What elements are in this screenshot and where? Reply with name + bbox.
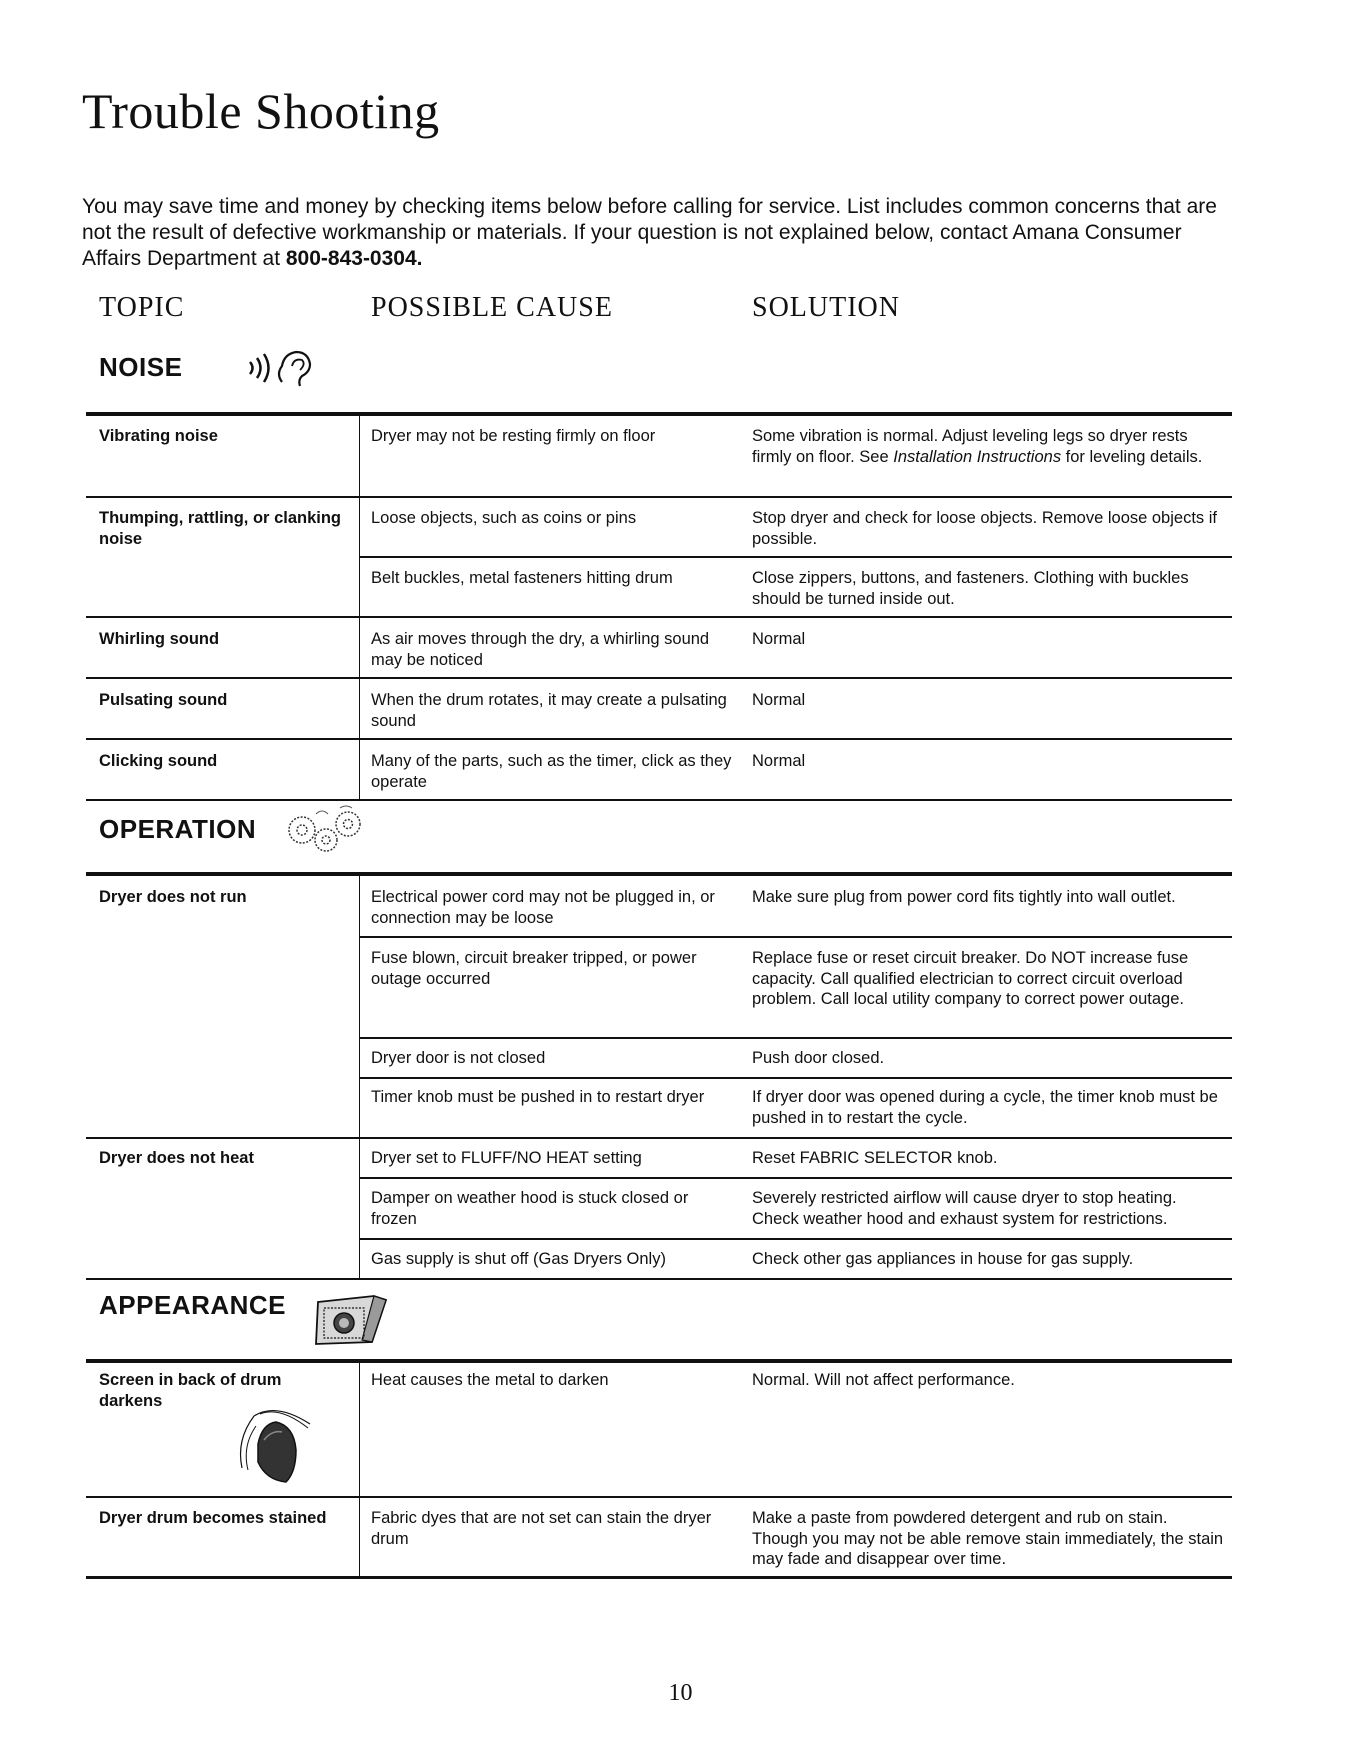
cause-whirling-sound: As air moves through the dry, a whirling sound may be noticed [371, 630, 710, 669]
topic-screen-darkens: Screen in back of drum darkens [99, 1371, 282, 1410]
solution-gas-supply: Check other gas appliances in house for gas supply. [752, 1250, 1134, 1268]
cause-vibrating-noise: Dryer may not be resting firmly on floor [371, 427, 656, 445]
section-heading-noise: NOISE [99, 352, 183, 382]
cause-loose-objects: Loose objects, such as coins or pins [371, 509, 637, 527]
solution-loose-objects: Stop dryer and check for loose objects. Remove loose objects if possible. [752, 509, 1217, 548]
solution-whirling-sound: Normal [752, 630, 806, 648]
topic-vibrating-noise: Vibrating noise [99, 427, 218, 445]
intro-text: You may save time and money by checking items below before calling for service. List includes common concerns that are not the result of defective workmanship or materials. If your question is not explained below, contact Amana Consumer Affairs Department at [82, 195, 1217, 270]
topic-clicking-sound: Clicking sound [99, 752, 218, 770]
section-heading-appearance: APPEARANCE [99, 1290, 287, 1320]
solution-text: for leveling details. [1061, 447, 1203, 466]
solution-heat-darkens: Normal. Will not affect performance. [752, 1371, 1015, 1389]
cause-fluff-setting: Dryer set to FLUFF/NO HEAT setting [371, 1149, 642, 1167]
cause-power-cord: Electrical power cord may not be plugged in, or connection may be loose [371, 888, 715, 927]
cause-belt-buckles: Belt buckles, metal fasteners hitting drum [371, 569, 673, 587]
solution-pulsating-sound: Normal [752, 691, 806, 709]
topic-dryer-does-not-run: Dryer does not run [99, 888, 247, 906]
cause-timer-knob: Timer knob must be pushed in to restart dryer [371, 1088, 705, 1106]
cause-damper-stuck: Damper on weather hood is stuck closed or frozen [371, 1189, 689, 1228]
topic-drum-stained: Dryer drum becomes stained [99, 1509, 327, 1527]
gears-icon [282, 804, 368, 856]
solution-clicking-sound: Normal [752, 752, 806, 770]
solution-fluff-setting: Reset FABRIC SELECTOR knob. [752, 1149, 998, 1167]
page-number: 10 [668, 1680, 693, 1706]
page-title: Trouble Shooting [82, 83, 440, 139]
solution-power-cord: Make sure plug from power cord fits tightly into wall outlet. [752, 888, 1176, 906]
cause-pulsating-sound: When the drum rotates, it may create a pulsating sound [371, 691, 727, 730]
solution-vibrating-noise [752, 426, 1227, 467]
topic-pulsating-sound: Pulsating sound [99, 691, 228, 709]
cause-fabric-dyes: Fabric dyes that are not set can stain the dryer drum [371, 1509, 712, 1548]
cause-gas-supply: Gas supply is shut off (Gas Dryers Only) [371, 1250, 666, 1268]
solution-timer-knob: If dryer door was opened during a cycle, the timer knob must be pushed in to restart the cycle. [752, 1088, 1218, 1127]
solution-damper-stuck: Severely restricted airflow will cause dryer to stop heating. Check weather hood and exhaust system for restrictions. [752, 1189, 1177, 1228]
phone-number: 800-843-0304. [285, 247, 423, 270]
column-header-cause: POSSIBLE CAUSE [371, 292, 613, 323]
intro-paragraph [82, 194, 1242, 272]
column-header-solution: SOLUTION [752, 292, 900, 323]
solution-belt-buckles: Close zippers, buttons, and fasteners. Clothing with buckles should be turned inside out. [752, 569, 1189, 608]
cause-clicking-sound: Many of the parts, such as the timer, click as they operate [371, 752, 732, 791]
solution-fabric-dyes: Make a paste from powdered detergent and rub on stain. Though you may not be able remove stain immediately, the stain may fade and disappear over time. [752, 1509, 1224, 1568]
ear-sound-icon [246, 344, 322, 388]
cause-heat-darkens: Heat causes the metal to darken [371, 1371, 609, 1389]
solution-fuse-blown: Replace fuse or reset circuit breaker. Do NOT increase fuse capacity. Call qualified electrician to correct circuit overload problem. Call local utility company to correct power outage. [752, 949, 1189, 1008]
dryer-icon [310, 1290, 394, 1348]
topic-thumping-noise: Thumping, rattling, or clanking noise [99, 509, 341, 548]
column-header-topic: TOPIC [99, 292, 185, 323]
topic-dryer-does-not-heat: Dryer does not heat [99, 1149, 254, 1167]
section-heading-operation: OPERATION [99, 814, 257, 844]
installation-instructions-reference: Installation Instructions [893, 447, 1062, 466]
cause-door-not-closed: Dryer door is not closed [371, 1049, 546, 1067]
cause-fuse-blown: Fuse blown, circuit breaker tripped, or power outage occurred [371, 949, 697, 988]
solution-text: Some vibration is normal. Adjust leveling legs so dryer rests firmly on floor. See [752, 427, 1188, 466]
topic-whirling-sound: Whirling sound [99, 630, 220, 648]
solution-door-not-closed: Push door closed. [752, 1049, 885, 1067]
drum-screen-icon [224, 1400, 316, 1484]
